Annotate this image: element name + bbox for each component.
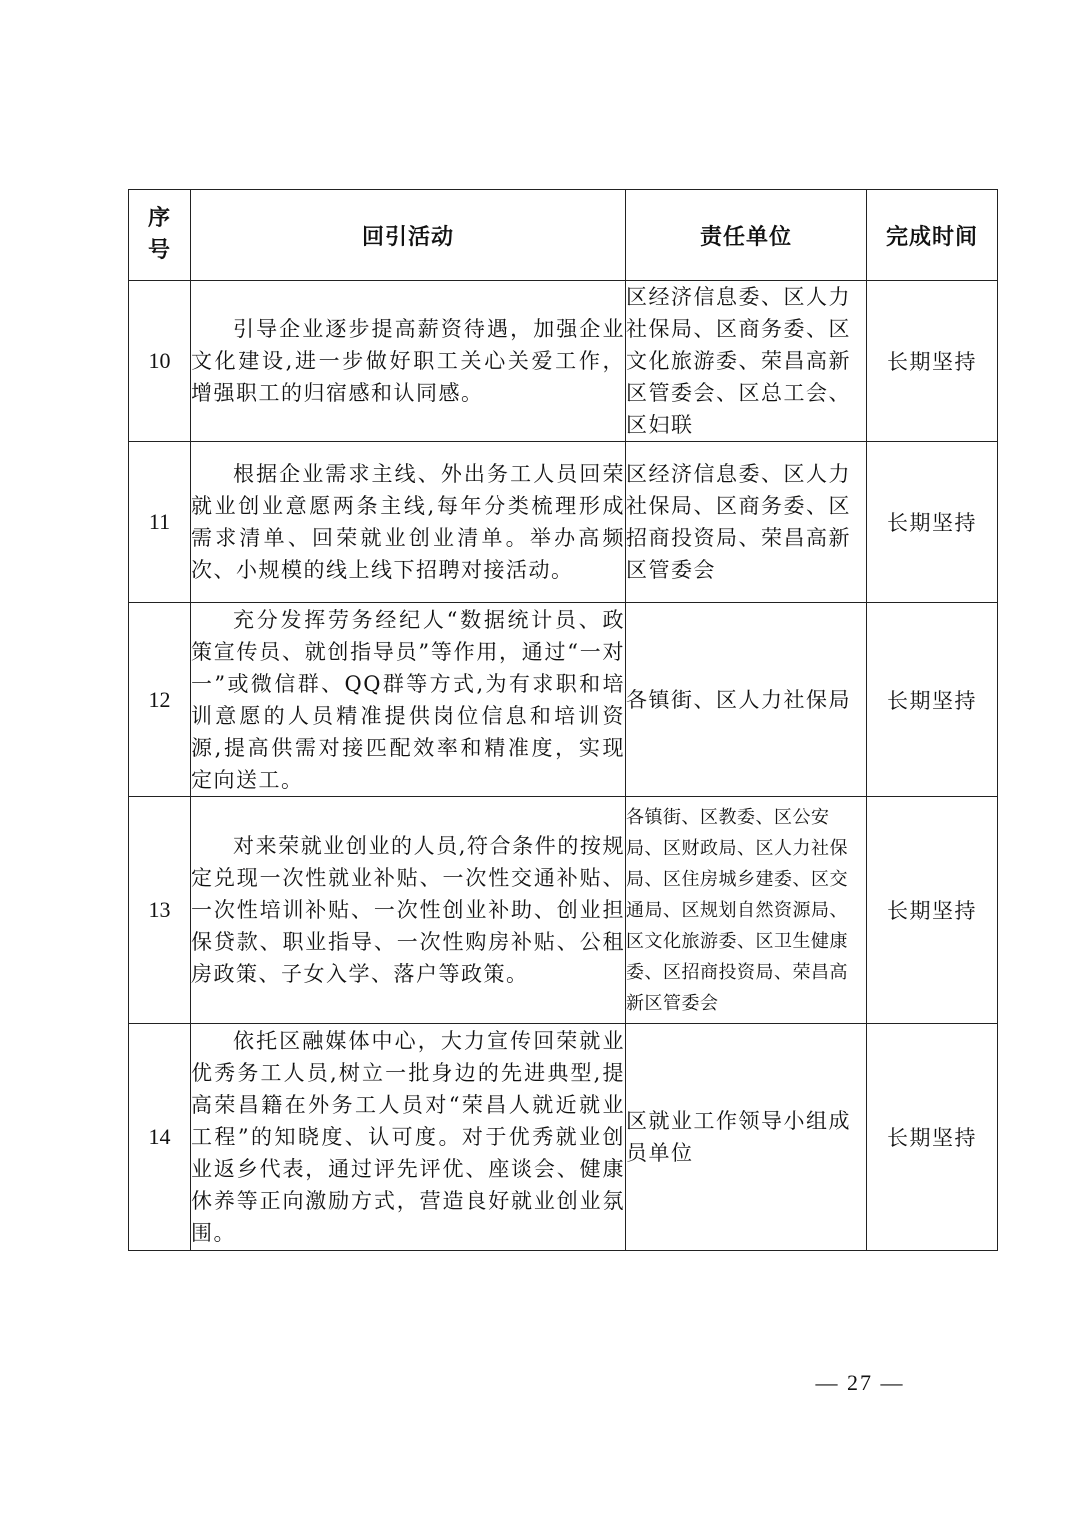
table-row (129, 281, 998, 442)
row-completion-time: 长期坚持 (867, 442, 998, 603)
header-serial-line2: 号 (147, 238, 171, 263)
row-responsible-unit: 区经济信息委、区人力社保局、区商务委、区招商投资局、荣昌高新区管委会 (626, 442, 867, 603)
row-activity-text: 引导企业逐步提高薪资待遇，加强企业文化建设,进一步做好职工关心关爱工作，增强职工的归宿感和认同感。 (191, 317, 625, 405)
row-serial-number: 14 (129, 1024, 191, 1251)
row-activity (191, 797, 626, 1024)
row-responsible-unit: 区就业工作领导小组成员单位 (626, 1024, 867, 1251)
row-completion-time: 长期坚持 (867, 797, 998, 1024)
row-activity (191, 442, 626, 603)
table-row (129, 1024, 998, 1251)
row-completion-time: 长期坚持 (867, 1024, 998, 1251)
row-activity (191, 281, 626, 442)
row-responsible-unit: 各镇街、区人力社保局 (626, 603, 867, 797)
row-serial-number: 11 (129, 442, 191, 603)
header-completion-time: 完成时间 (867, 190, 998, 281)
row-activity (191, 1024, 626, 1251)
row-activity-text: 充分发挥劳务经纪人“数据统计员、政策宣传员、就创指导员”等作用，通过“一对一”或微信群、QQ群等方式,为有求职和培训意愿的人员精准提供岗位信息和培训资源,提高供需对接匹配效率和精准度，实现定向送工。 (191, 607, 625, 792)
row-serial-number: 13 (129, 797, 191, 1024)
activity-table (128, 189, 998, 1251)
row-serial-number: 12 (129, 603, 191, 797)
row-completion-time: 长期坚持 (867, 281, 998, 442)
header-serial-number (129, 190, 191, 281)
header-serial-line1: 序 (147, 206, 171, 231)
table-header-row (129, 190, 998, 281)
header-responsible-unit: 责任单位 (626, 190, 867, 281)
table-row (129, 442, 998, 603)
row-activity-text: 根据企业需求主线、外出务工人员回荣就业创业意愿两条主线,每年分类梳理形成需求清单、回荣就业创业清单。举办高频次、小规模的线上线下招聘对接活动。 (191, 462, 625, 582)
row-activity-text: 对来荣就业创业的人员,符合条件的按规定兑现一次性就业补贴、一次性交通补贴、一次性培训补贴、一次性创业补助、创业担保贷款、职业指导、一次性购房补贴、公租房政策、子女入学、落户等政策。 (191, 834, 625, 986)
row-activity (191, 603, 626, 797)
row-completion-time: 长期坚持 (867, 603, 998, 797)
row-responsible-unit: 各镇街、区教委、区公安局、区财政局、区人力社保局、区住房城乡建委、区交通局、区规划自然资源局、区文化旅游委、区卫生健康委、区招商投资局、荣昌高新区管委会 (626, 797, 867, 1024)
header-activity: 回引活动 (191, 190, 626, 281)
table-row (129, 603, 998, 797)
row-responsible-unit: 区经济信息委、区人力社保局、区商务委、区文化旅游委、荣昌高新区管委会、区总工会、区妇联 (626, 281, 867, 442)
table-row (129, 797, 998, 1024)
row-activity-text: 依托区融媒体中心，大力宣传回荣就业优秀务工人员,树立一批身边的先进典型,提高荣昌籍在外务工人员对“荣昌人就近就业工程”的知晓度、认可度。对于优秀就业创业返乡代表，通过评先评优、座谈会、健康休养等正向激励方式，营造良好就业创业氛围。 (191, 1029, 625, 1245)
page-number: — 27 — (815, 1370, 905, 1395)
row-serial-number: 10 (129, 281, 191, 442)
